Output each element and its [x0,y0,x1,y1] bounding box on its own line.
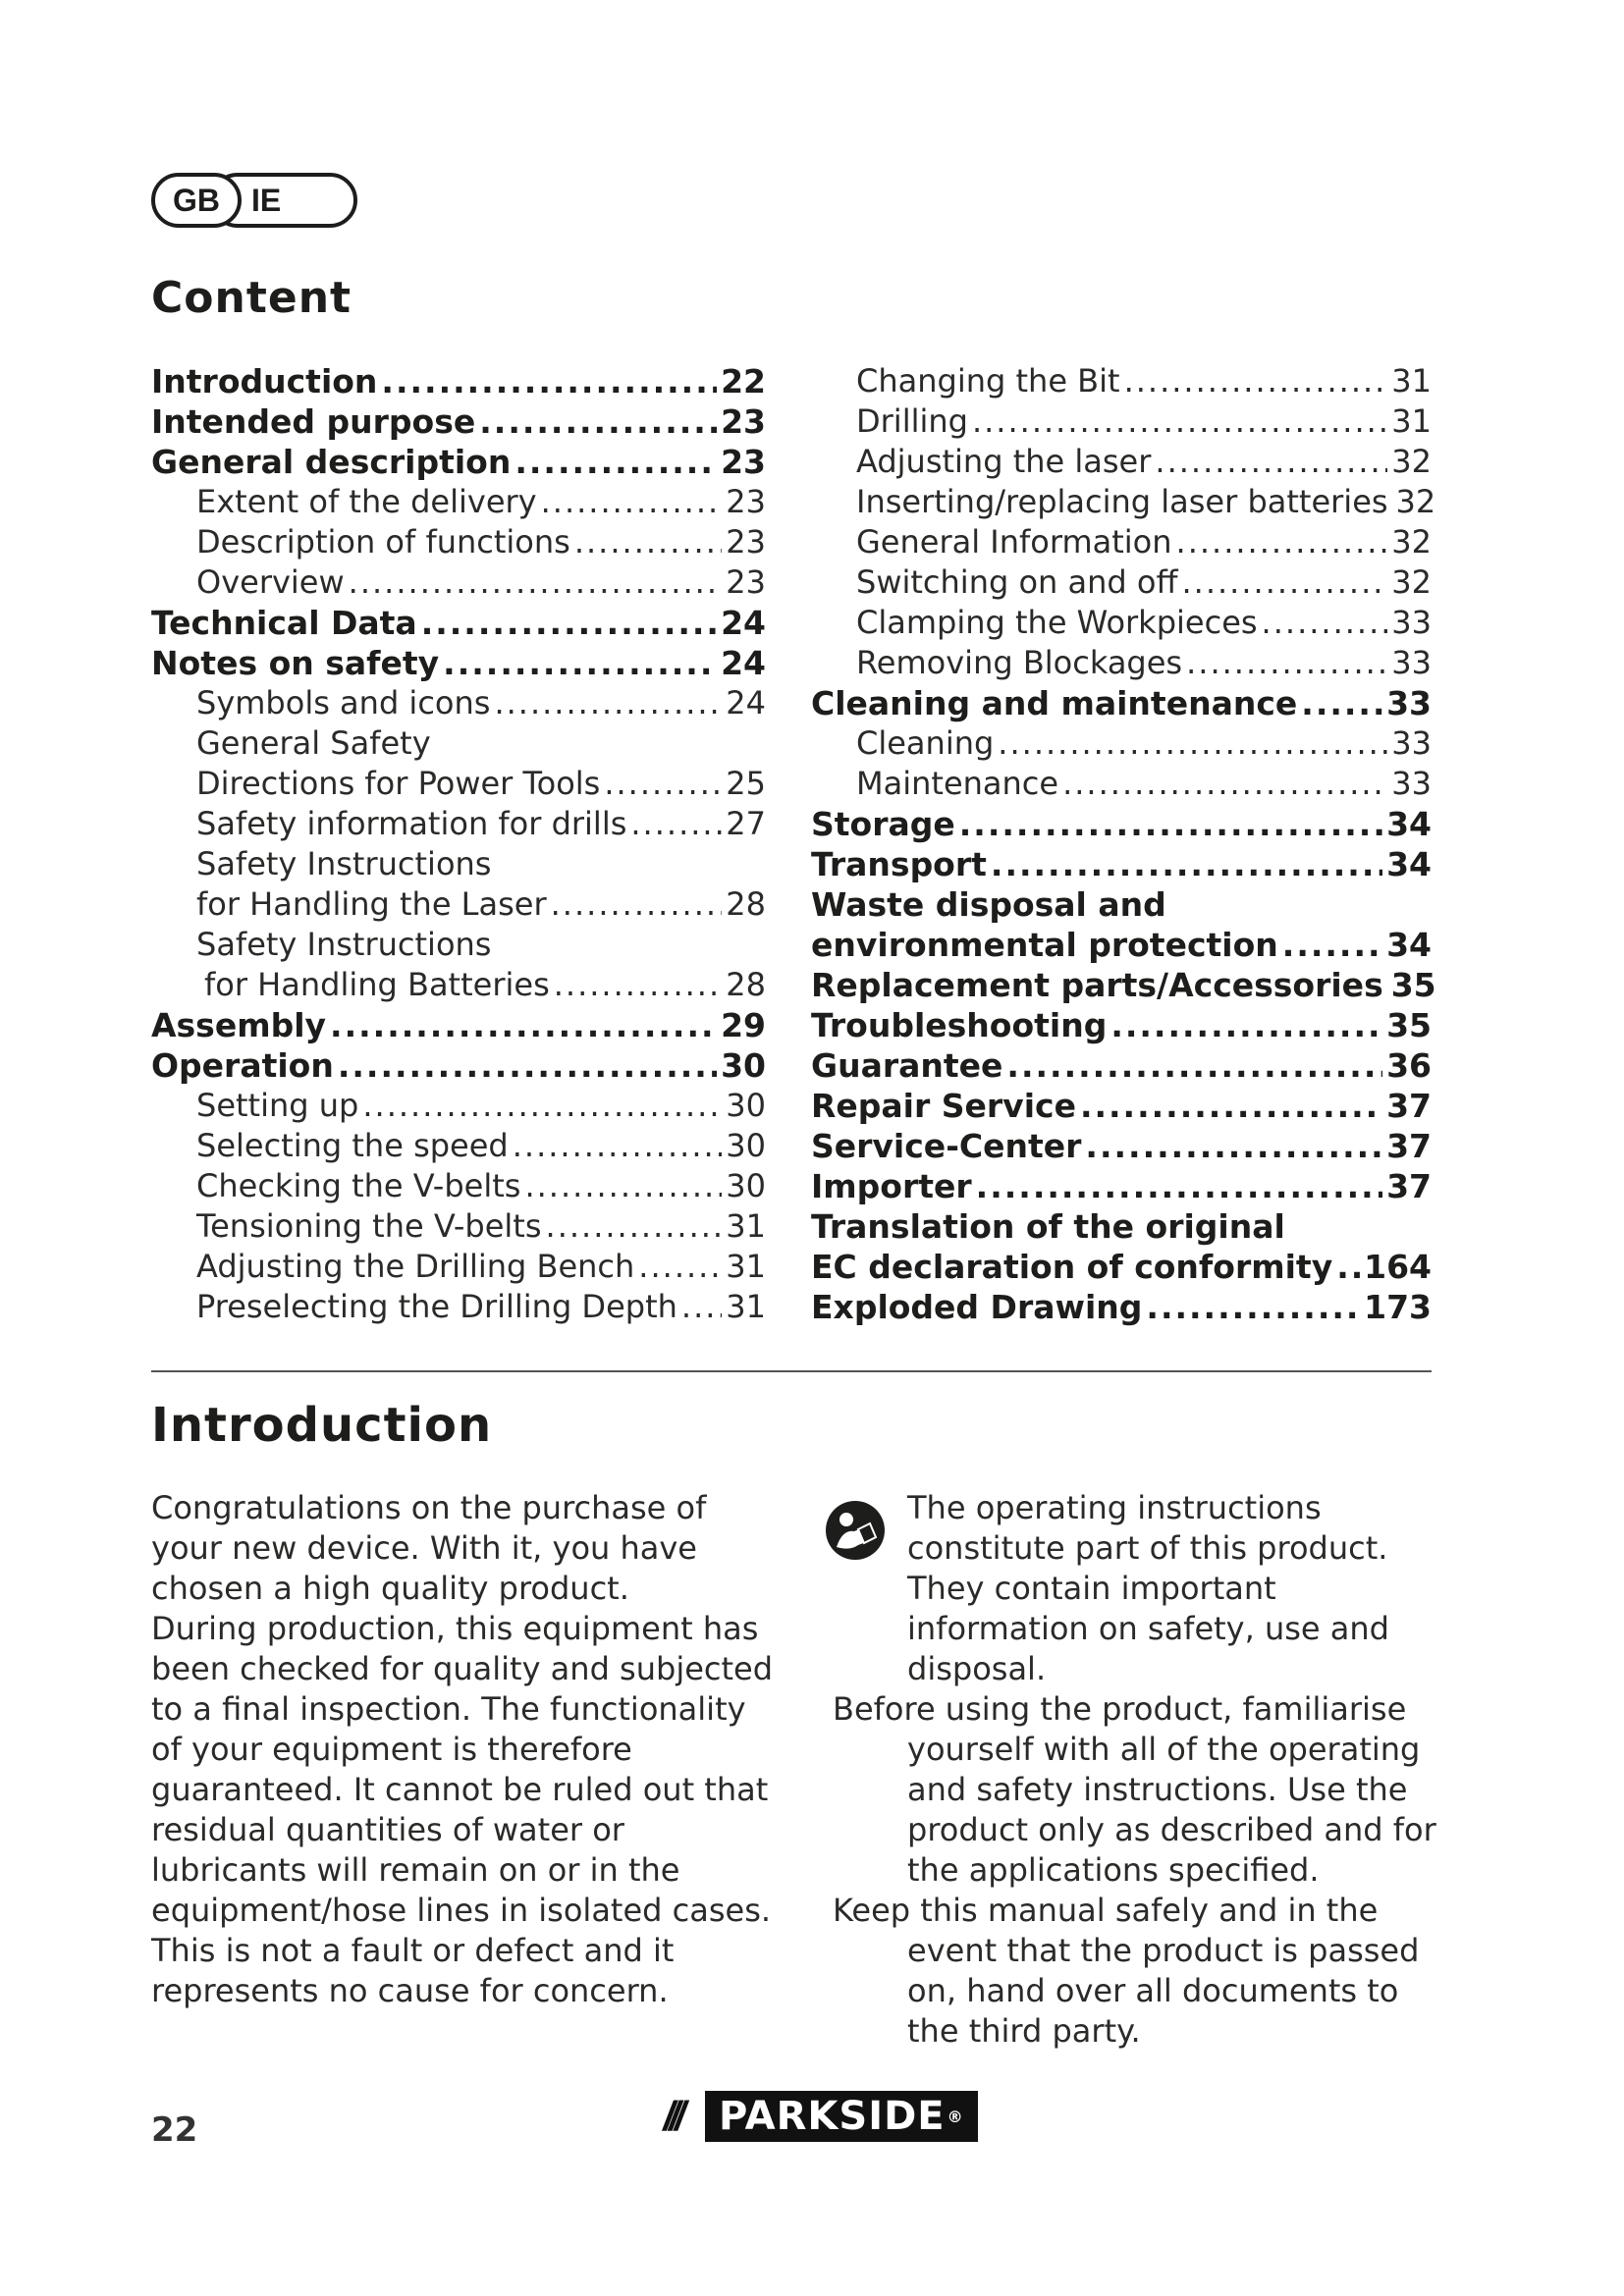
toc-entry-page: 35 [1390,966,1436,1004]
toc-entry[interactable] [151,804,766,844]
intro-paragraph: Keep this manual safely and in the event that the product is passed on, hand over all documents to the third party. [833,1892,1420,2050]
toc-entry-title: Storage [811,805,955,843]
toc-dot-leader [362,1086,722,1126]
toc-entry-title: Guarantee [811,1046,1003,1085]
toc-entry-page: 32 [1395,483,1436,520]
toc-entry[interactable] [151,401,766,442]
toc-dot-leader [959,804,1382,844]
toc-dot-leader [681,1287,722,1327]
toc-dot-leader [1110,1005,1382,1045]
toc-entry[interactable] [811,804,1432,844]
toc-entry-title: Tensioning the V-belts [196,1207,542,1245]
toc-entry-title: Inserting/replacing laser batteries [856,483,1388,520]
toc-dot-leader [554,965,723,1005]
toc-entry-page: 24 [726,684,766,721]
toc-dot-leader [1124,361,1388,401]
toc-entry-page: 33 [1386,684,1432,722]
toc-entry-title: Importer [811,1167,972,1205]
toc-entry-page: 37 [1386,1167,1432,1205]
toc-entry-title: Notes on safety [151,644,440,682]
toc-entry[interactable] [811,1005,1432,1045]
toc-entry-title: Description of functions [196,523,570,561]
toc-entry-title: Introduction [151,362,378,400]
toc-entry[interactable] [151,925,766,965]
toc-dot-leader [514,442,717,482]
toc-dot-leader [1176,522,1388,562]
toc-dot-leader [1301,683,1382,723]
toc-entry-page: 23 [721,402,766,441]
toc-dot-leader [991,844,1382,884]
toc-dot-leader [1062,764,1387,804]
toc-dot-leader [574,522,722,562]
toc-dot-leader [551,884,723,925]
page-number: 22 [151,2110,198,2150]
toc-entry-title: General Information [856,523,1172,561]
toc-entry[interactable] [151,1126,766,1166]
toc-dot-leader [1186,643,1387,683]
toc-entry-page: 34 [1386,805,1432,843]
toc-entry-page: 25 [726,765,766,802]
toc-entry[interactable] [811,361,1432,401]
toc-entry-title: Preselecting the Drilling Depth [196,1288,677,1325]
toc-entry-page: 28 [726,966,766,1003]
toc-dot-leader [1155,442,1387,482]
toc-entry[interactable] [151,1086,766,1126]
toc-entry[interactable] [811,925,1432,965]
toc-entry-title: Setting up [196,1087,359,1124]
toc-entry-page: 27 [726,805,766,842]
toc-entry-title: Drilling [856,402,968,440]
lang-badge-ie: IE [210,173,357,228]
toc-entry-page: 31 [726,1288,766,1325]
toc-entry-page: 32 [1391,563,1432,601]
toc-entry[interactable] [811,1126,1432,1166]
toc-entry[interactable] [151,442,766,482]
toc-entry-page: 34 [1386,845,1432,883]
toc-left-column [151,361,766,1327]
toc-dot-leader [1085,1126,1382,1166]
logo-registered-mark: ® [947,2107,964,2126]
toc-dot-leader [1282,925,1382,965]
toc-dot-leader [1080,1086,1382,1126]
toc-entry-title: Assembly [151,1006,327,1044]
toc-dot-leader [976,1166,1382,1206]
toc-entry-page: 31 [1391,362,1432,400]
toc-entry-page: 31 [1391,402,1432,440]
toc-entry-title: Transport [811,845,987,883]
toc-entry[interactable] [811,884,1432,925]
toc-entry[interactable] [151,643,766,683]
toc-dot-leader [381,361,717,401]
toc-entry-page: 36 [1386,1046,1432,1085]
toc-entry[interactable] [151,683,766,723]
toc-dot-leader [638,1247,722,1287]
toc-entry[interactable] [151,764,766,804]
toc-dot-leader [972,401,1387,442]
toc-entry-page: 164 [1364,1248,1432,1286]
toc-dot-leader [1146,1287,1360,1327]
toc-dot-leader [541,482,723,522]
toc-entry-page: 33 [1391,644,1432,681]
toc-entry-title: Intended purpose [151,402,476,441]
toc-entry-title: Cleaning and maintenance [811,684,1298,722]
toc-entry-page: 32 [1391,443,1432,480]
toc-entry[interactable] [811,1206,1432,1247]
toc-entry-title: Switching on and off [856,563,1178,601]
toc-entry-page: 28 [726,885,766,923]
toc-dot-leader [1336,1247,1360,1287]
toc-entry[interactable] [811,482,1436,522]
toc-dot-leader [479,401,717,442]
toc-entry[interactable] [811,683,1432,723]
toc-entry[interactable] [811,723,1432,764]
toc-dot-leader [338,1045,717,1086]
toc-entry[interactable] [811,442,1432,482]
toc-entry-page: 32 [1391,523,1432,561]
toc-entry[interactable] [151,603,766,643]
toc-entry-title: Directions for Power Tools [196,765,601,802]
toc-dot-leader [421,603,717,643]
toc-dot-leader [524,1166,722,1206]
language-badge [151,173,357,230]
toc-entry-title: Safety information for drills [196,805,627,842]
toc-entry[interactable] [811,844,1432,884]
toc-entry-title: General description [151,443,512,481]
toc-dot-leader [1262,603,1388,643]
toc-entry-page: 30 [726,1167,766,1204]
toc-entry[interactable] [151,965,766,1005]
toc-dot-leader [604,764,722,804]
toc-entry[interactable] [151,1247,766,1287]
toc-entry-title: Technical Data [151,604,417,642]
toc-entry[interactable] [811,1166,1432,1206]
toc-entry-title: Replacement parts/Accessories [811,966,1383,1004]
toc-entry-page: 22 [721,362,766,400]
toc-entry[interactable] [151,844,766,884]
toc-entry[interactable] [151,562,766,603]
toc-entry[interactable] [811,1287,1432,1327]
toc-dot-leader [546,1206,723,1247]
toc-entry[interactable] [811,643,1432,683]
toc-entry-title: Adjusting the laser [856,443,1152,480]
toc-entry[interactable] [151,482,766,522]
content-title: Content [151,273,352,323]
toc-entry-title: Cleaning [856,724,995,762]
toc-entry[interactable] [151,723,766,764]
toc-entry-title: Checking the V-belts [196,1167,521,1204]
toc-entry-title: Troubleshooting [811,1006,1108,1044]
toc-entry-page: 30 [726,1127,766,1164]
toc-entry-title: Translation of the original [811,1207,1285,1246]
toc-entry-page: 23 [726,483,766,520]
toc-entry-page: 23 [721,443,766,481]
toc-entry[interactable] [811,1086,1432,1126]
toc-entry-title: Maintenance [856,765,1059,802]
logo-text: PARKSIDE [719,2094,946,2139]
intro-paragraph: Before using the product, familiarise yourself with all of the operating and safety instructions. Use the product only as described and for the applications specified. [833,1690,1436,1889]
toc-entry-page: 31 [726,1207,766,1245]
intro-paragraph: Congratulations on the purchase of your new device. With it, you have chosen a high quality product. [151,1489,707,1607]
toc-entry[interactable] [151,1287,766,1327]
logo-box [705,2091,978,2142]
toc-entry-page: 23 [726,563,766,601]
toc-entry[interactable] [811,603,1432,643]
toc-entry-page: 29 [721,1006,766,1044]
section-divider [151,1370,1432,1372]
toc-entry-title: Operation [151,1046,334,1085]
intro-left-text [151,1488,780,2011]
toc-entry[interactable] [151,522,766,562]
toc-entry-title: environmental protection [811,926,1278,964]
toc-entry-page: 30 [726,1087,766,1124]
toc-entry-page: 37 [1386,1087,1432,1125]
toc-entry[interactable] [151,1005,766,1045]
toc-entry-page: 31 [726,1248,766,1285]
intro-right-text [833,1488,1441,2052]
toc-entry-page: 34 [1386,926,1432,964]
toc-entry-title: Adjusting the Drilling Bench [196,1248,635,1285]
toc-entry[interactable] [811,1045,1432,1086]
toc-entry-title: Changing the Bit [856,362,1120,400]
toc-entry-title: Service-Center [811,1127,1082,1165]
toc-entry[interactable] [811,764,1432,804]
toc-entry-title: Clamping the Workpieces [856,604,1258,641]
toc-dot-leader [349,562,723,603]
toc-entry-title: Removing Blockages [856,644,1183,681]
toc-entry[interactable] [811,562,1432,603]
toc-dot-leader [513,1126,723,1166]
toc-entry-page: 37 [1386,1127,1432,1165]
toc-dot-leader [1181,562,1387,603]
toc-entry-page: 33 [1391,724,1432,762]
toc-entry[interactable] [151,1206,766,1247]
toc-entry-title: Repair Service [811,1087,1076,1125]
toc-entry-title: Safety Instructions [196,926,492,963]
toc-entry-title: Overview [196,563,345,601]
toc-entry-page: 33 [1391,604,1432,641]
toc-entry[interactable] [811,1247,1432,1287]
toc-entry[interactable] [151,1166,766,1206]
toc-entry-title: Exploded Drawing [811,1288,1143,1326]
toc-dot-leader [494,683,722,723]
toc-entry-title: Symbols and icons [196,684,491,721]
toc-entry[interactable] [151,884,766,925]
toc-dot-leader [443,643,717,683]
toc-dot-leader [998,723,1387,764]
toc-entry-page: 30 [721,1046,766,1085]
toc-entry-title: Extent of the delivery [196,483,537,520]
toc-entry[interactable] [811,965,1436,1005]
toc-right-column [811,361,1436,1327]
toc-entry-page: 33 [1391,765,1432,802]
toc-entry[interactable] [811,522,1432,562]
lang-badge-gb: GB [151,173,242,228]
logo-slashes: /// [663,2093,680,2139]
toc-entry[interactable] [151,1045,766,1086]
toc-dot-leader [630,804,722,844]
toc-entry-title: Waste disposal and [811,885,1166,924]
toc-entry-page: 24 [721,604,766,642]
toc-entry-title: EC declaration of conformity [811,1248,1333,1286]
toc-entry-title: for Handling Batteries [204,966,550,1003]
toc-entry-page: 24 [721,644,766,682]
toc-entry-title: Selecting the speed [196,1127,509,1164]
toc-entry-title: General Safety [196,724,431,762]
toc-entry-title: Safety Instructions [196,845,492,882]
toc-dot-leader [330,1005,717,1045]
toc-entry-page: 23 [726,523,766,561]
toc-entry-page: 173 [1364,1288,1432,1326]
toc-entry-page: 35 [1386,1006,1432,1044]
introduction-title: Introduction [151,1398,493,1453]
toc-dot-leader [1006,1045,1382,1086]
toc-entry[interactable] [811,401,1432,442]
intro-paragraph: The operating instructions constitute part of this product. They contain important information on safety, use and disposal. [907,1489,1389,1687]
toc-entry[interactable] [151,361,766,401]
toc-entry-title: for Handling the Laser [196,885,547,923]
intro-paragraph: During production, this equipment has been checked for quality and subjected to a final inspection. The functionality of your equipment is therefore guaranteed. It cannot be ruled out that residual quantities of water or lubricants will remain on or in the equipment/hose lines in isolated cases. This is not a fault or defect and it represents no cause for concern. [151,1610,774,2009]
parkside-logo [638,2091,978,2142]
